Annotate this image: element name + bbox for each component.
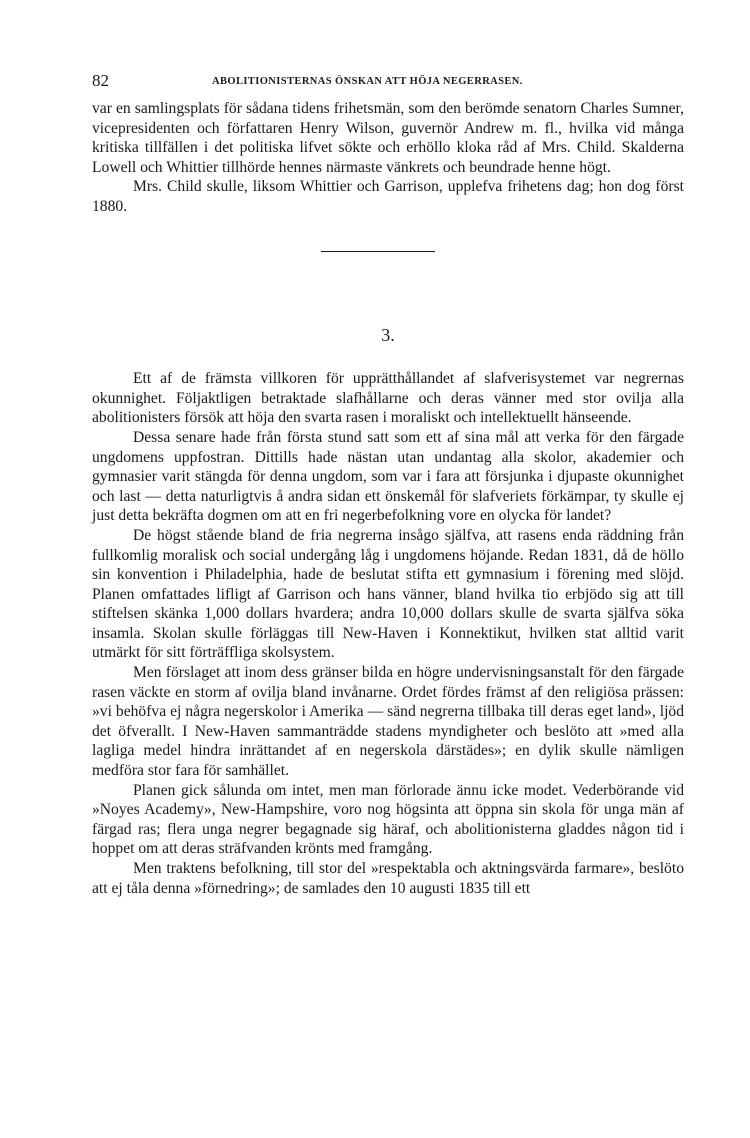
body-text — [92, 99, 684, 898]
paragraph: Dessa senare hade från första stund satt som ett af sina mål att verka för den färgade ungdomens uppfostran. Dittills hade nästan utan undantag alla skolor, akademier och gymnasier varit stängda för denna ungdom, som var i fara att försjunka i djupaste okunnighet och last — detta naturligtvis å andra sidan ett önskemål för slafveriets förkämpar, ty skulle ej just detta bekräfta dogmen om att en fri negerbefolkning vore en olycka för landet? — [92, 428, 684, 525]
page-number: 82 — [92, 71, 109, 90]
running-title: ABOLITIONISTERNAS ÖNSKAN ATT HÖJA NEGERRASEN. — [212, 76, 523, 87]
paragraph: Ett af de främsta villkoren för upprätthållandet af slafverisystemet var negrernas okunnighet. Följaktligen betraktade slafhållarne och deras vänner med stor ovilja alla abolitionisters försök att höja den svarta rasen i moraliskt och intellektuellt hänseende. — [92, 370, 684, 427]
section-divider — [321, 251, 435, 252]
paragraph: Men förslaget att inom dess gränser bilda en högre undervisningsanstalt för den färgade rasen väckte en storm af ovilja bland invånarne. Ordet fördes främst af den religiösa prässen: »vi behöfva ej några negerskolor i Amerika — sänd negrerna tillbaka till deras eget land», ljöd det öfverallt. I New-Haven sammanträdde stadens myndigheter och beslöto att »med alla lagliga medel hindra inrättandet af en negerskola därstädes»; en dylik skulle nämligen medföra stor fara för samhället. — [92, 664, 684, 780]
paragraph: Planen gick sålunda om intet, men man förlorade ännu icke modet. Vederbörande vid »Noyes Academy», New-Hampshire, voro nog högsinta att öppna sin skola för unga män af färgad ras; flera unga negrer begagnade sig häraf, och abolitionisterna gladdes någon tid i hoppet om att deras sträfvanden krönts med framgång. — [92, 781, 684, 858]
running-head — [92, 70, 684, 92]
section-number: 3. — [381, 324, 395, 345]
document-page — [92, 70, 684, 898]
paragraph: Men traktens befolkning, till stor del »respektabla och aktningsvärda farmare», beslöto att ej tåla denna »förnedring»; de samlades den 10 augusti 1835 till ett — [92, 860, 684, 897]
paragraph: Mrs. Child skulle, liksom Whittier och Garrison, upplefva frihetens dag; hon dog först 1880. — [92, 178, 684, 215]
paragraph: De högst stående bland de fria negrerna insågo själfva, att rasens enda räddning från fullkomlig moralisk och social undergång låg i ungdomens höjande. Redan 1831, då de höllo sin konvention i Philadelphia, hade de beslutat stifta ett gymnasium i förening med slöjd. Planen omfattades lifligt af Garrison och hans vänner, bland hvilka tio erbjödo sig att till stiftelsen skänka 1,000 dollars hvardera; andra 10,000 dollars skulle de svarta själfva söka insamla. Skolan skulle förläggas till New-Haven i Konnektikut, hvilken stat alltid varit utmärkt för sitt förträffliga skolsystem. — [92, 526, 684, 662]
paragraph: var en samlingsplats för sådana tidens frihetsmän, som den berömde senatorn Charles Sumner, vicepresidenten och författaren Henry Wilson, guvernör Andrew m. fl., hvilka vid många kritiska tillfällen i det politiska lifvet sökte och erhöllo kloka råd af Mrs. Child. Skalderna Lowell och Whittier tillhörde hennes närmaste vänkrets och beundrade henne högt. — [92, 100, 684, 176]
